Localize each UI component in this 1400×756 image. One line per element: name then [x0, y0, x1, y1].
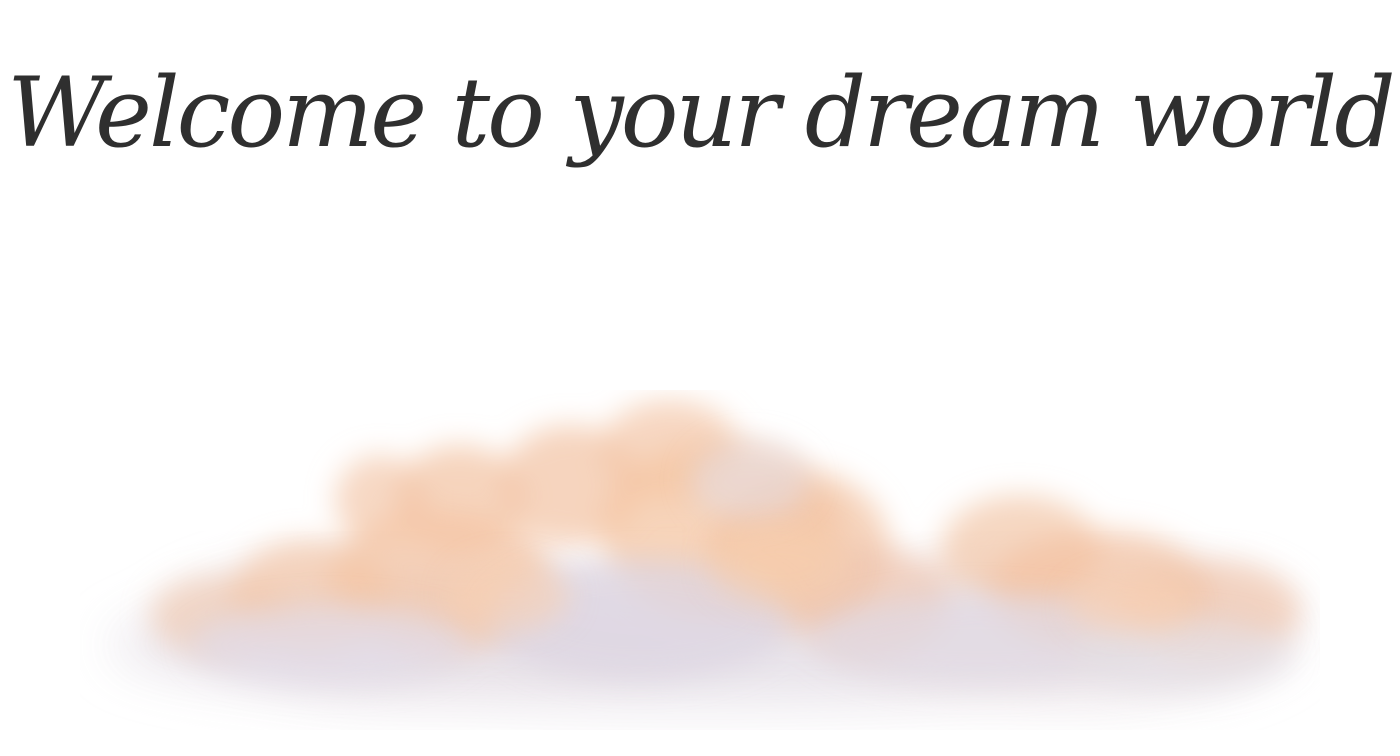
cloud-illustration [80, 390, 1320, 730]
cloud-icon [80, 390, 1320, 730]
page-title: Welcome to your dream world [7, 57, 1393, 169]
